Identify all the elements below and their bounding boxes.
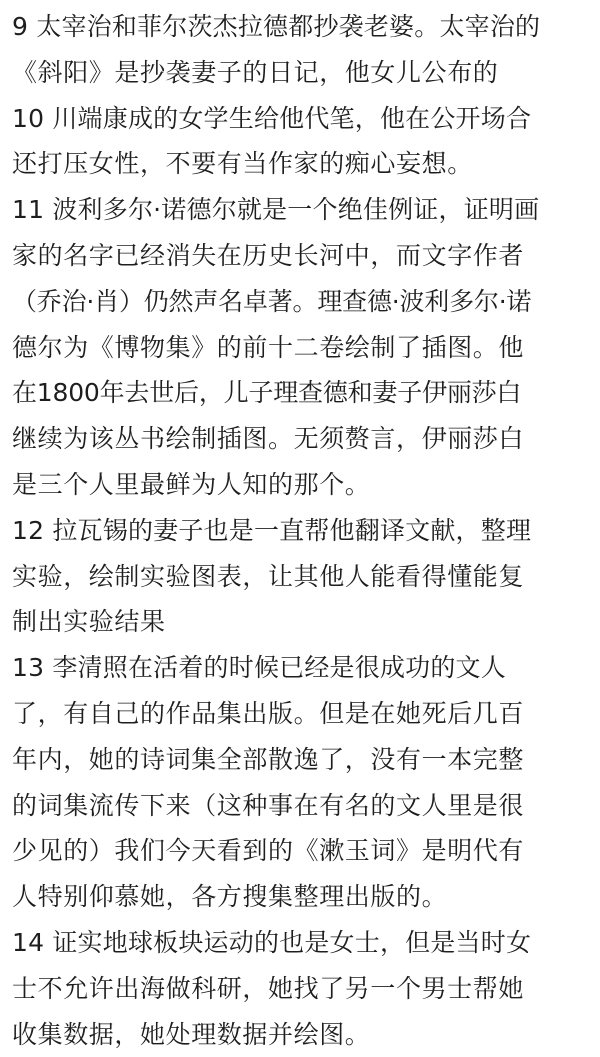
text-line: 9 太宰治和菲尔茨杰拉德都抄袭老婆。太宰治的 [12, 12, 541, 41]
text-line: 士不允许出海做科研，她找了另一个男士帮她 [12, 973, 525, 1003]
text-line: 是三个人里最鲜为人知的那个。 [12, 469, 371, 499]
text-line: 收集数据，她处理数据并绘图。 [12, 1019, 371, 1049]
text-line: 13 李清照在活着的时候已经是很成功的文人 [12, 653, 506, 683]
text-line: 家的名字已经消失在历史长河中，而文字作者 [12, 240, 525, 270]
text-line: 10 川端康成的女学生给他代笔，他在公开场合 [12, 103, 532, 133]
text-line: 制出实验结果 [12, 607, 166, 637]
text-line: 年内，她的诗词集全部散逸了，没有一本完整 [12, 744, 525, 774]
text-line: 德尔为《博物集》的前十二卷绘制了插图。他 [12, 332, 525, 362]
text-line: 继续为该丛书绘制插图。无须赘言，伊丽莎白 [12, 424, 525, 454]
text-line: 少见的）我们今天看到的《漱玉词》是明代有 [12, 836, 525, 866]
text-line: 14 证实地球板块运动的也是女士，但是当时女 [12, 927, 532, 957]
text-body [12, 4, 592, 1057]
text-line: 了，有自己的作品集出版。但是在她死后几百 [12, 698, 525, 728]
text-line: 的词集流传下来（这种事在有名的文人里是很 [12, 790, 525, 820]
text-line: 实验，绘制实验图表，让其他人能看得懂能复 [12, 561, 525, 591]
text-line: 12 拉瓦锡的妻子也是一直帮他翻译文献，整理 [12, 515, 532, 545]
text-line: 还打压女性，不要有当作家的痴心妄想。 [12, 149, 473, 179]
text-line: 《斜阳》是抄袭妻子的日记，他女儿公布的 [12, 57, 499, 87]
text-line: 人特别仰慕她，各方搜集整理出版的。 [12, 882, 448, 912]
text-line: 11 波利多尔·诺德尔就是一个绝佳例证，证明画 [12, 195, 540, 225]
text-line: （乔治·肖）仍然声名卓著。理查德·波利多尔·诺 [12, 286, 532, 316]
text-line: 在1800年去世后，儿子理查德和妻子伊丽莎白 [12, 378, 522, 408]
